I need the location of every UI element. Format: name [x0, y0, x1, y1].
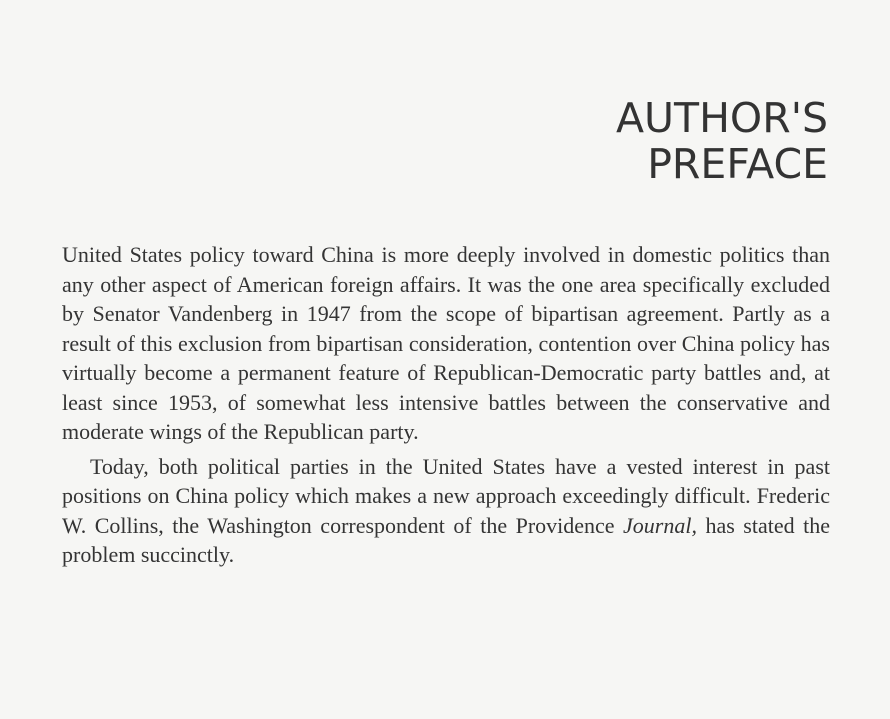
heading-line-1: AUTHOR'S	[616, 94, 828, 142]
paragraph-2-text-after: has stated the problem succinctly.	[62, 512, 830, 567]
preface-heading	[616, 95, 828, 187]
paragraph-2-text-before: Today, both political parties in the United States have a vested interest in past positions on China policy which makes a new approach exceedingly difficult. Frederic W. Collins, the Washington correspondent of the Providence	[62, 453, 830, 538]
journal-title: Journal,	[623, 512, 697, 538]
paragraph-2	[62, 452, 830, 570]
heading-line-2: PREFACE	[647, 140, 828, 188]
preface-body	[62, 240, 830, 570]
paragraph-1: United States policy toward China is more deeply involved in domestic politics than any other aspect of American foreign affairs. It was the one area specifically excluded by Senator Vandenberg in 1947 from the scope of bipartisan agreement. Partly as a result of this exclusion from bipartisan consideration, contention over China policy has virtually become a permanent feature of Republican-Democratic party battles and, at least since 1953, of somewhat less intensive battles between the conservative and moderate wings of the Republican party.	[62, 242, 830, 444]
